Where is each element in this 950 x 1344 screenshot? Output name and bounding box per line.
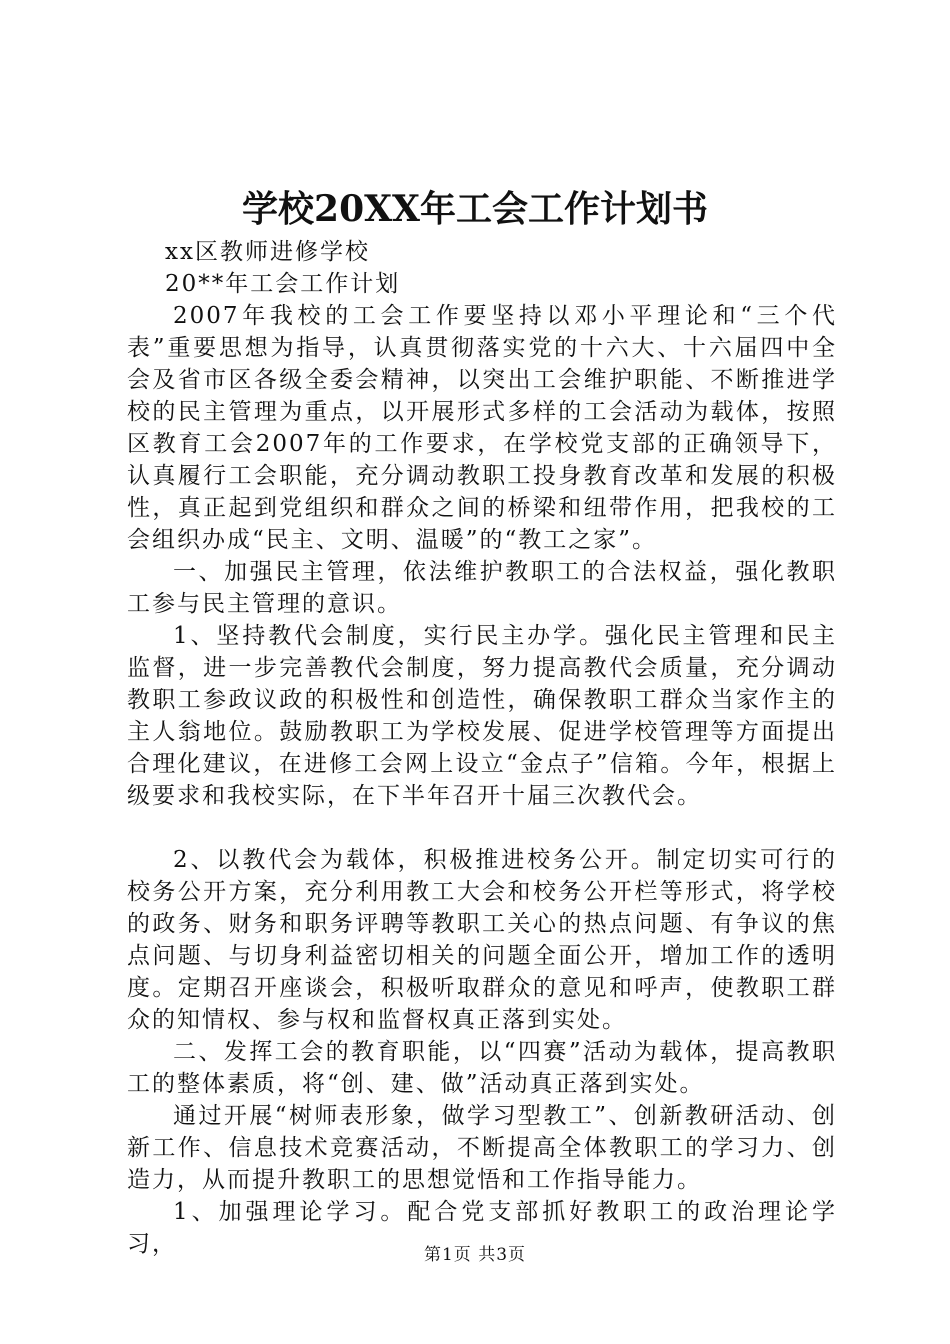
- intro-paragraph: 2007年我校的工会工作要坚持以邓小平理论和“三个代表”重要思想为指导，认真贯彻落实党的十六大、十六届四中全会及省市区各级全委会精神，以突出工会维护职能、不断推进学校的民主管理为重点，以开展形式多样的工会活动为载体，按照区教育工会2007年的工作要求，在学校党支部的正确领导下，认真履行工会职能，充分调动教职工投身教育改革和发展的积极性，真正起到党组织和群众之间的桥梁和纽带作用，把我校的工会组织办成“民主、文明、温暖”的“教工之家”。: [127, 303, 837, 553]
- document-title: 学校20XX年工会工作计划书: [242, 188, 708, 230]
- item-two-paragraph: 2、以教代会为载体，积极推进校务公开。制定切实可行的校务公开方案，充分利用教工大会和校务公开栏等形式，将学校的政务、财务和职务评聘等教职工关心的热点问题、有争议的焦点问题、与切身利益密切相关的问题全面公开，增加工作的透明度。定期召开座谈会，积极听取群众的意见和呼声，使教职工群众的知情权、参与权和监督权真正落到实处。: [127, 847, 837, 1033]
- section-two-item-one: 1、加强理论学习。配合党支部抓好教职工的政治理论学习，: [127, 1199, 837, 1257]
- page-footer: 第1页 共3页: [423, 1245, 527, 1265]
- section-one-heading: 一、加强民主管理，依法维护教职工的合法权益，强化教职工参与民主管理的意识。: [127, 559, 837, 617]
- school-name-line: xx区教师进修学校: [165, 239, 370, 265]
- item-one-paragraph: 1、坚持教代会制度，实行民主办学。强化民主管理和民主监督，进一步完善教代会制度，努力提高教代会质量，充分调动教职工参政议政的积极性和创造性，确保教职工群众当家作主的主人翁地位。鼓励教职工为学校发展、促进学校管理等方面提出合理化建议，在进修工会网上设立“金点子”信箱。今年，根据上级要求和我校实际，在下半年召开十届三次教代会。: [127, 623, 837, 809]
- section-two-heading: 二、发挥工会的教育职能，以“四赛”活动为载体，提高教职工的整体素质，将“创、建、做”活动真正落到实处。: [127, 1039, 837, 1097]
- section-two-description: 通过开展“树师表形象，做学习型教工”、创新教研活动、创新工作、信息技术竞赛活动，不断提高全体教职工的学习力、创造力，从而提升教职工的思想觉悟和工作指导能力。: [127, 1103, 837, 1193]
- plan-subtitle-line: 20**年工会工作计划: [165, 271, 401, 297]
- document-body: [127, 236, 837, 1260]
